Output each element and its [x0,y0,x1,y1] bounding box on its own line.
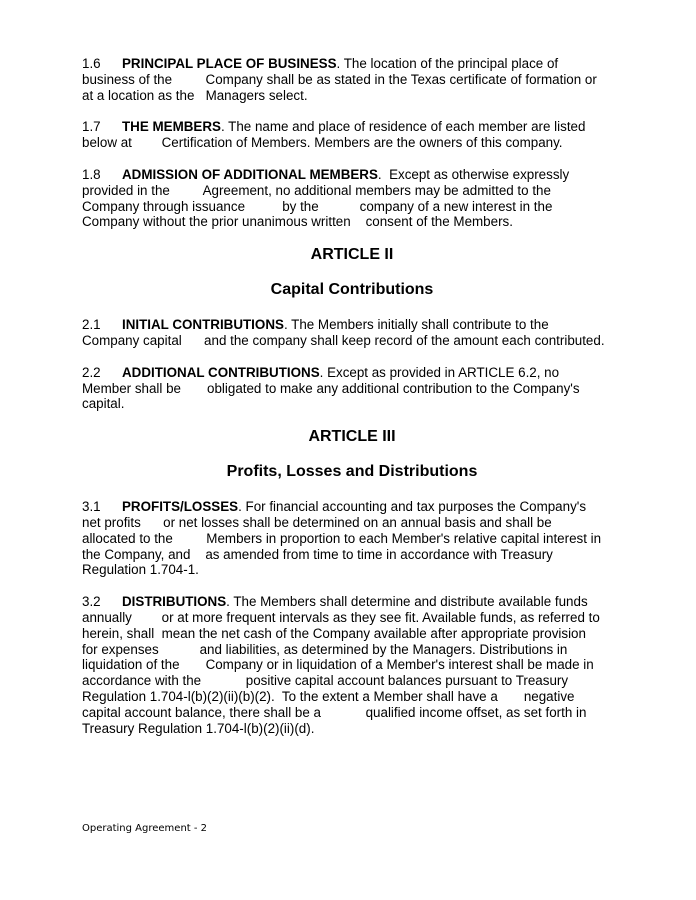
section-2-2 [82,365,622,412]
section-text: . The Members initially shall contribute to the [283,317,549,333]
section-text: . Except as provided in ARTICLE 6.2, no [319,364,560,380]
section-line: Company without the prior unanimous written consent of the Members. [82,214,513,230]
article-3-label: ARTICLE III [308,428,396,446]
section-line: liquidation of the Company or in liquidation of a Member's interest shall be made in [82,657,594,673]
section-line: net profits or net losses shall be determined on an annual basis and shall be [82,514,552,530]
section-number: 1.6 [82,56,101,71]
article-3-title: Profits, Losses and Distributions [226,463,478,481]
section-line: herein, shall mean the net cash of the Company available after appropriate provision [82,625,586,641]
section-1-6 [82,56,622,103]
section-line: capital account balance, there shall be a qualified income offset, as set forth in [82,704,587,720]
section-heading: DISTRIBUTIONS [122,594,227,610]
section-3-2 [82,594,622,736]
section-line: business of the Company shall be as stated in the Texas certificate of formation or [82,71,597,87]
section-line: at a location as the Managers select. [82,87,308,103]
section-1-8 [82,167,622,230]
document-page [82,56,622,752]
section-number: 1.8 [82,166,101,182]
section-number: 2.1 [82,317,101,333]
section-text: . The name and place of residence of each member are listed [220,119,586,135]
article-2-title: Capital Contributions [270,281,434,299]
section-line: the Company, and as amended from time to time in accordance with Treasury [82,546,553,562]
section-first-line [82,167,622,183]
section-line: capital. [82,396,125,412]
section-number: 3.1 [82,499,101,515]
section-line: for expenses and liabilities, as determined by the Managers. Distributions in [82,641,568,657]
section-number: 3.2 [82,594,101,610]
section-first-line [82,499,622,515]
section-text: . The location of the principal place of [336,56,559,71]
article-2-label: ARTICLE II [310,246,394,264]
section-line: Regulation 1.704-l(b)(2)(ii)(b)(2). To the extent a Member shall have a negative [82,688,575,704]
section-text: . For financial accounting and tax purposes the Company's [238,499,587,515]
section-number: 1.7 [82,119,101,135]
section-heading: THE MEMBERS [122,119,221,135]
section-first-line [82,119,622,135]
section-line: Treasury Regulation 1.704-l(b)(2)(ii)(d). [82,720,315,736]
section-first-line [82,56,622,72]
section-3-1 [82,499,622,578]
section-number: 2.2 [82,364,101,380]
section-text: . The Members shall determine and distribute available funds [226,594,588,610]
section-text: . Except as otherwise expressly [377,166,570,182]
section-heading: PROFITS/LOSSES [122,499,239,515]
section-line: Regulation 1.704-1. [82,562,199,578]
section-line: Company through issuance by the company of a new interest in the [82,198,553,214]
section-line: accordance with the positive capital account balances pursuant to Treasury [82,673,569,689]
section-2-1 [82,317,622,349]
section-heading: ADMISSION OF ADDITIONAL MEMBERS [122,166,378,182]
page-footer: Operating Agreement - 2 [82,823,208,834]
section-1-7 [82,119,622,151]
section-line: Member shall be obligated to make any additional contribution to the Company's [82,380,580,396]
section-line: below at Certification of Members. Members are the owners of this company. [82,135,563,151]
section-heading: PRINCIPAL PLACE OF BUSINESS [122,56,337,71]
section-heading: ADDITIONAL CONTRIBUTIONS [122,364,320,380]
section-line: annually or at more frequent intervals as they see fit. Available funds, as referred to [82,609,600,625]
section-heading: INITIAL CONTRIBUTIONS [122,317,284,333]
section-first-line [82,317,622,333]
section-line: provided in the Agreement, no additional members may be admitted to the [82,182,551,198]
section-line: allocated to the Members in proportion to each Member's relative capital interest in [82,530,602,546]
section-first-line [82,594,622,610]
section-line: Company capital and the company shall keep record of the amount each contributed. [82,332,605,348]
section-first-line [82,365,622,381]
